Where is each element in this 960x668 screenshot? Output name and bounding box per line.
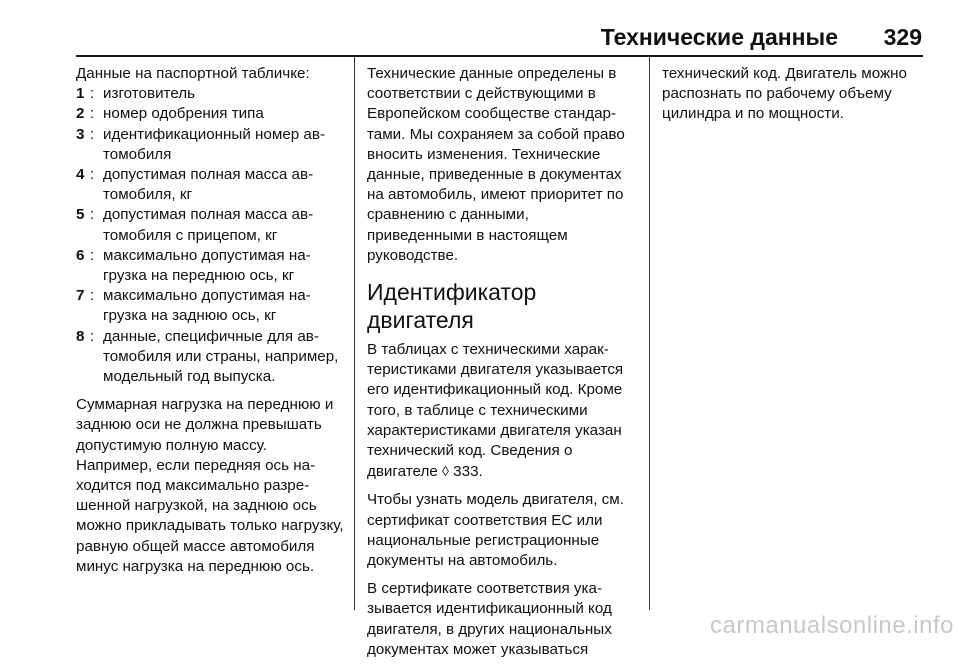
list-item-number: 7 xyxy=(76,287,85,305)
list-item-text: изготовитель xyxy=(103,85,196,103)
list-item-number: 4 xyxy=(76,166,85,184)
list-item-colon: : xyxy=(90,105,95,123)
list-item xyxy=(76,205,346,245)
list-item xyxy=(76,246,346,286)
list-item xyxy=(76,125,346,165)
list-item xyxy=(76,84,346,104)
section-heading: Идентификатор двигателя xyxy=(367,279,537,334)
list-item-number: 2 xyxy=(76,105,85,123)
continued-paragraph: технический код. Двигатель можно распознать по рабочему объему цилиндра и по мощности. xyxy=(662,65,907,123)
list-item-number: 5 xyxy=(76,206,85,224)
list-item-colon: : xyxy=(90,327,95,345)
list-item xyxy=(76,165,346,205)
column-right xyxy=(662,64,924,133)
tech-data-paragraph: Технические данные определены в соответствии с действующими в Европейском сообществе стандартами. Мы сохраняем за собой право вносить изменения. Технические данные, приведенные в документах на автомобиль, имеют приоритет по сравнению с данными, приведенными в настоящем руководстве. xyxy=(367,65,625,264)
list-item-number: 8 xyxy=(76,327,85,345)
engine-model-paragraph: Чтобы узнать модель двигателя, см. сертификат соответствия ЕС или национальные регистрационные документы на автомобиль. xyxy=(367,491,624,570)
column-divider xyxy=(354,57,355,610)
list-item-number: 3 xyxy=(76,125,85,143)
page-reference-end: . xyxy=(478,463,483,481)
list-item xyxy=(76,327,346,388)
column-middle xyxy=(367,64,637,668)
list-item-colon: : xyxy=(90,125,95,143)
engine-id-text: В таблицах с техническими характеристиками двигателя указывается его идентификационный код. Кроме того, в таблице с техническими характеристиками двигателя указан технический код. Сведения о двигателе xyxy=(367,341,624,481)
page-title: Технические данные xyxy=(600,24,838,50)
axle-load-paragraph: Суммарная нагрузка на переднюю и заднюю оси не должна превышать допустимую полную массу. Например, если передняя ось находится под максимально разрешенной нагрузкой, на заднюю ось можно прикладывать только нагрузку, равную общей массе автомобиля минус нагрузка на переднюю ось. xyxy=(76,396,344,575)
list-item xyxy=(76,286,346,326)
list-item-colon: : xyxy=(90,166,95,184)
list-item-text: данные, специфичные для автомобиля или страны, например, модельный год выпуска. xyxy=(103,327,339,386)
plate-intro: Данные на паспортной табличке: xyxy=(76,65,310,82)
column-divider xyxy=(649,57,650,610)
watermark: carmanualsonline.info xyxy=(710,612,954,639)
list-item-number: 1 xyxy=(76,85,85,103)
certificate-paragraph: В сертификате соответствия указывается идентификационный код двигателя, в других национальных документах может указываться xyxy=(367,580,612,658)
page-number: 329 xyxy=(883,24,922,50)
column-left xyxy=(76,64,346,585)
plate-data-list xyxy=(76,84,346,387)
page-reference-icon: ◊ xyxy=(442,463,449,480)
list-item-number: 6 xyxy=(76,246,85,264)
list-item-text: допустимая полная масса автомобиля, кг xyxy=(103,166,314,204)
list-item-text: номер одобрения типа xyxy=(103,105,264,123)
header-divider xyxy=(76,55,923,57)
page-reference-link[interactable]: 333 xyxy=(453,463,479,481)
list-item-text: максимально допустимая нагрузка на заднюю ось, кг xyxy=(103,287,311,325)
list-item-colon: : xyxy=(90,246,95,264)
list-item xyxy=(76,104,346,124)
list-item-colon: : xyxy=(90,206,95,224)
list-item-colon: : xyxy=(90,287,95,305)
list-item-text: максимально допустимая нагрузка на переднюю ось, кг xyxy=(103,246,311,285)
list-item-text: допустимая полная масса автомобиля с прицепом, кг xyxy=(103,206,314,244)
list-item-text: идентификационный номер автомобиля xyxy=(103,125,326,163)
list-item-colon: : xyxy=(90,85,95,103)
engine-id-paragraph xyxy=(367,340,637,482)
